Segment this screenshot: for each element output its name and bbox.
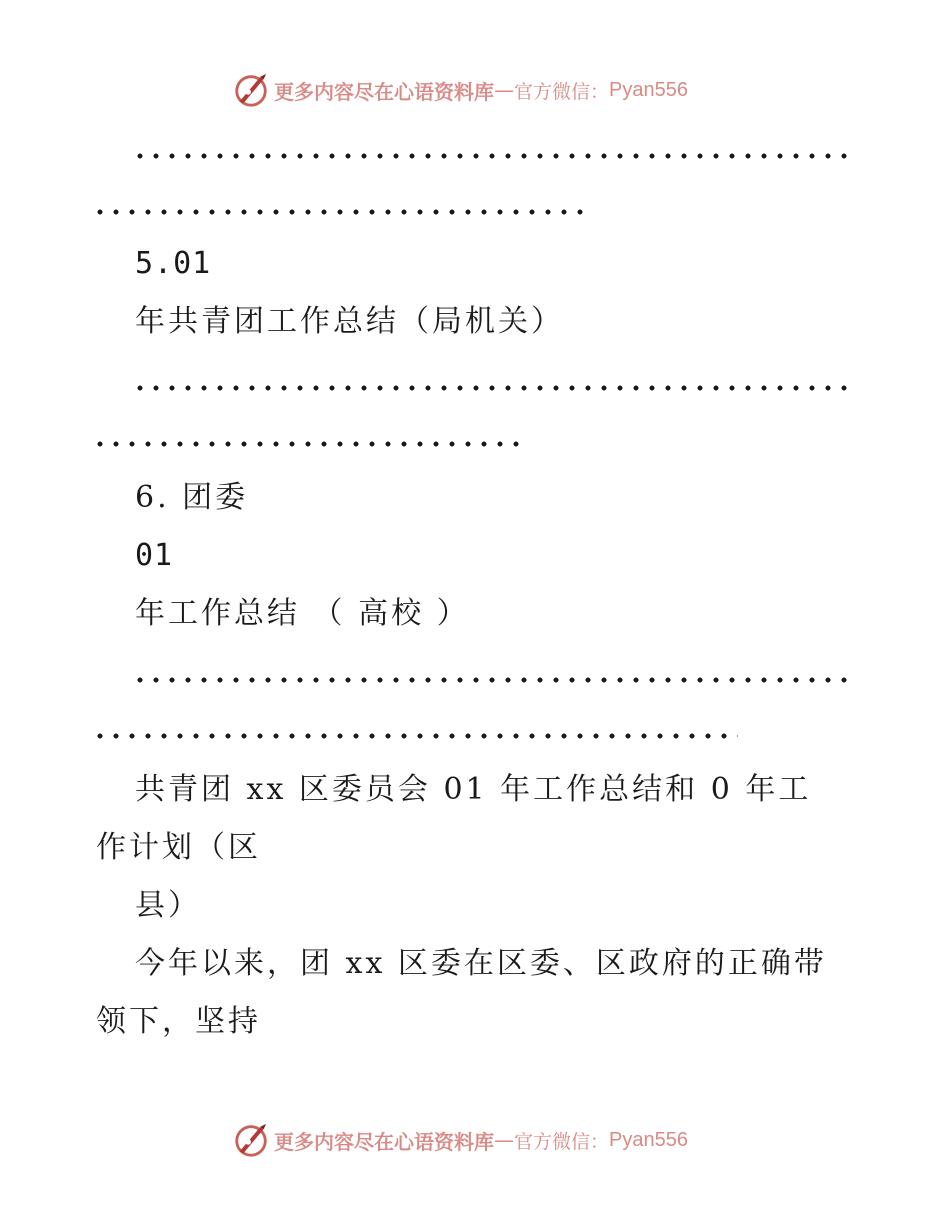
toc-dot-leader [132, 676, 850, 684]
header-banner [232, 70, 688, 110]
banner-brand-text: 更多内容尽在心语资料库 [274, 1129, 494, 1154]
banner-dash: — [494, 78, 514, 102]
body-paragraph-continued: 领下，坚持 [96, 1004, 261, 1039]
quill-pen-logo-icon [232, 71, 270, 109]
toc-entry-title: 年工作总结 （ 高校 ） [135, 596, 470, 631]
document-heading-continued: 作计划（区 [96, 830, 261, 865]
banner-brand-text: 更多内容尽在心语资料库 [274, 79, 494, 104]
banner-dash: — [494, 1128, 514, 1152]
footer-banner [232, 1120, 688, 1160]
body-paragraph: 今年以来，团 xx 区委在区委、区政府的正确带 [135, 946, 827, 981]
toc-dot-leader [132, 152, 850, 160]
banner-wechat-label: 官方微信： [514, 80, 610, 103]
document-heading: 共青团 xx 区委员会 01 年工作总结和 0 年工 [135, 772, 812, 807]
banner-wechat-handle: Pyan556 [609, 78, 688, 101]
banner-wechat-handle: Pyan556 [609, 1128, 688, 1151]
banner-wechat-label: 官方微信： [514, 1130, 610, 1153]
toc-dot-leader [92, 208, 588, 216]
document-heading-continued: 县） [135, 888, 201, 923]
toc-dot-leader [132, 384, 850, 392]
toc-dot-leader [92, 732, 738, 740]
toc-entry-year: 01 [135, 538, 174, 573]
toc-entry-number: 5.01 [135, 246, 212, 281]
quill-pen-logo-icon [232, 1121, 270, 1159]
toc-entry-title: 年共青团工作总结（局机关） [135, 304, 564, 339]
toc-dot-leader [92, 440, 520, 448]
toc-entry-number: 6. 团委 [135, 480, 249, 515]
